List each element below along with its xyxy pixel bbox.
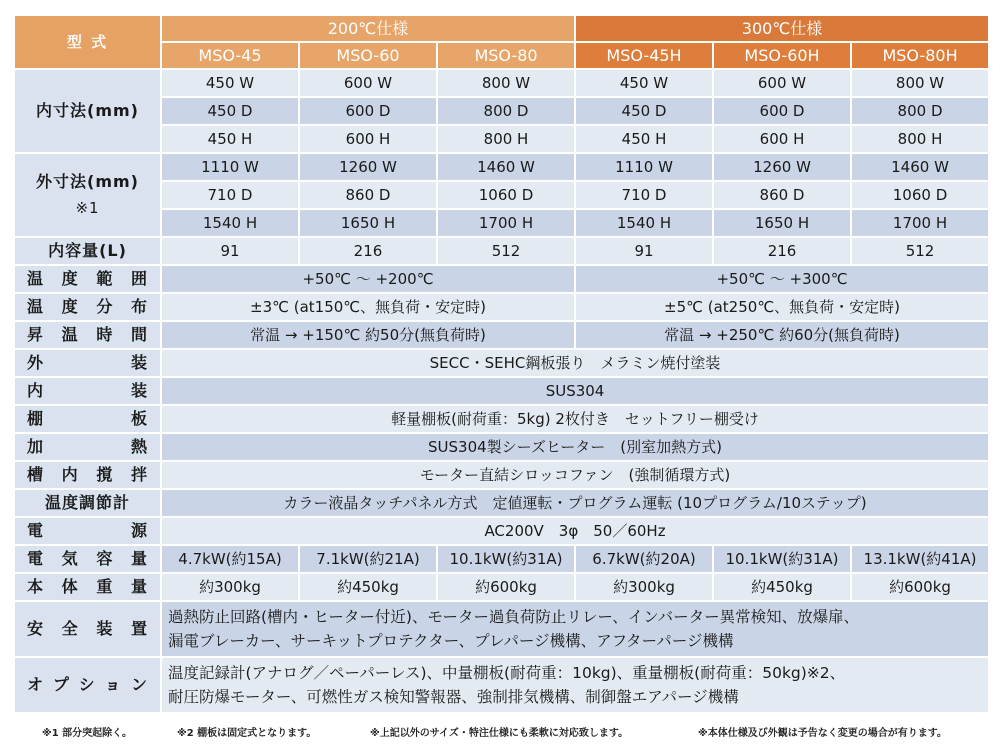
agitation-label: 槽内撹拌 — [15, 462, 160, 488]
table-cell: AC200V 3φ 50／60Hz — [162, 518, 988, 544]
model-label: 型 式 — [15, 16, 160, 68]
interior-label: 内装 — [15, 378, 160, 404]
heating-label: 加熱 — [15, 434, 160, 460]
table-cell: 800 D — [852, 98, 988, 124]
footnotes — [0, 718, 1000, 740]
table-cell: 91 — [162, 238, 298, 264]
table-cell: 91 — [576, 238, 712, 264]
exterior-label: 外装 — [15, 350, 160, 376]
table-row — [15, 98, 988, 124]
shelf-label: 棚板 — [15, 406, 160, 432]
table-cell: 450 D — [162, 98, 298, 124]
table-cell: 1060 D — [852, 182, 988, 208]
table-row — [15, 322, 988, 348]
table-cell: カラー液晶タッチパネル方式 定値運転・プログラム運転 (10プログラム/10ステップ) — [162, 490, 988, 516]
table-row — [15, 462, 988, 488]
table-cell: 600 W — [300, 70, 436, 96]
outer-dim-note: ※1 — [75, 199, 100, 217]
table-cell: 1540 H — [162, 210, 298, 236]
safety-cell — [162, 602, 988, 656]
model-name: MSO-80 — [438, 43, 574, 68]
table-row — [15, 378, 988, 404]
table-cell: 710 D — [576, 182, 712, 208]
table-cell: 1460 W — [438, 154, 574, 180]
model-name: MSO-60H — [714, 43, 850, 68]
table-cell: 800 W — [438, 70, 574, 96]
table-cell: 600 D — [714, 98, 850, 124]
table-cell: 216 — [300, 238, 436, 264]
table-cell: 7.1kW(約21A) — [300, 546, 436, 572]
table-cell: 常温 → +250℃ 約60分(無負荷時) — [576, 322, 988, 348]
table-cell: 4.7kW(約15A) — [162, 546, 298, 572]
table-cell: 約300kg — [162, 574, 298, 600]
table-cell: 約450kg — [714, 574, 850, 600]
table-cell: 常温 → +150℃ 約50分(無負荷時) — [162, 322, 574, 348]
table-cell: 約600kg — [438, 574, 574, 600]
spec-table — [13, 14, 990, 714]
table-row — [15, 238, 988, 264]
options-label: オプション — [15, 658, 160, 712]
table-cell: 512 — [852, 238, 988, 264]
table-row — [15, 574, 988, 600]
table-cell: SUS304 — [162, 378, 988, 404]
table-row — [15, 70, 988, 96]
footnote: ※1 部分突起除く。 — [42, 728, 132, 739]
power-label: 電源 — [15, 518, 160, 544]
heat-time-label: 昇温時間 — [15, 322, 160, 348]
table-cell: 1460 W — [852, 154, 988, 180]
table-cell: 10.1kW(約31A) — [714, 546, 850, 572]
table-row — [15, 126, 988, 152]
table-cell: ±5℃ (at250℃、無負荷・安定時) — [576, 294, 988, 320]
table-cell: +50℃ ～ +200℃ — [162, 266, 574, 292]
footnote: ※2 棚板は固定式となります。 — [177, 728, 317, 739]
table-cell: 約300kg — [576, 574, 712, 600]
table-row — [15, 406, 988, 432]
model-name: MSO-45H — [576, 43, 712, 68]
temp-dist-label: 温度分布 — [15, 294, 160, 320]
safety-label: 安全装置 — [15, 602, 160, 656]
table-row — [15, 546, 988, 572]
table-cell: 10.1kW(約31A) — [438, 546, 574, 572]
options-line: 温度記録計(アナログ／ペーパーレス)、中量棚板(耐荷重：10kg)、重量棚板(耐荷重：50kg)※2、 — [168, 664, 846, 682]
table-row — [15, 266, 988, 292]
weight-label: 本体重量 — [15, 574, 160, 600]
table-cell: 6.7kW(約20A) — [576, 546, 712, 572]
table-cell: モーター直結シロッコファン (強制循環方式) — [162, 462, 988, 488]
group-300-header: 300℃仕様 — [576, 16, 988, 41]
table-row — [15, 350, 988, 376]
table-cell: 800 W — [852, 70, 988, 96]
table-cell: 軽量棚板(耐荷重：5kg) 2枚付き セットフリー棚受け — [162, 406, 988, 432]
model-name: MSO-80H — [852, 43, 988, 68]
footnote: ※本体仕様及び外観は予告なく変更の場合が有ります。 — [698, 728, 947, 739]
table-cell: 450 W — [576, 70, 712, 96]
controller-label: 温度調節計 — [15, 490, 160, 516]
table-cell: 1060 D — [438, 182, 574, 208]
table-cell: 1110 W — [576, 154, 712, 180]
table-row — [15, 434, 988, 460]
table-cell: 約600kg — [852, 574, 988, 600]
options-cell — [162, 658, 988, 712]
table-cell: 860 D — [714, 182, 850, 208]
table-cell: 600 D — [300, 98, 436, 124]
table-cell: 1700 H — [852, 210, 988, 236]
table-cell: 1540 H — [576, 210, 712, 236]
temp-range-label: 温度範囲 — [15, 266, 160, 292]
table-cell: 450 H — [576, 126, 712, 152]
table-cell: +50℃ ～ +300℃ — [576, 266, 988, 292]
table-row — [15, 658, 988, 712]
model-row — [15, 43, 988, 68]
table-cell: 800 H — [438, 126, 574, 152]
table-cell: 450 H — [162, 126, 298, 152]
table-row — [15, 210, 988, 236]
options-line: 耐圧防爆モーター、可燃性ガス検知警報器、強制排気機構、制御盤エアパージ機構 — [168, 688, 739, 706]
header-group-row — [15, 16, 988, 41]
table-cell: 600 H — [300, 126, 436, 152]
table-cell: 1260 W — [300, 154, 436, 180]
model-name: MSO-45 — [162, 43, 298, 68]
table-cell: 1650 H — [300, 210, 436, 236]
table-cell: 512 — [438, 238, 574, 264]
safety-line: 漏電ブレーカー、サーキットプロテクター、プレパージ機構、アフターパージ機構 — [168, 632, 734, 650]
table-cell: ±3℃ (at150℃、無負荷・安定時) — [162, 294, 574, 320]
table-row — [15, 518, 988, 544]
table-row — [15, 294, 988, 320]
footnote: ※上記以外のサイズ・特注仕様にも柔軟に対応致します。 — [370, 728, 629, 739]
table-row — [15, 182, 988, 208]
table-row — [15, 602, 988, 656]
table-cell: SECC・SEHC鋼板張り メラミン焼付塗装 — [162, 350, 988, 376]
outer-dim-label — [15, 154, 160, 236]
table-cell: 1110 W — [162, 154, 298, 180]
table-cell: 1650 H — [714, 210, 850, 236]
safety-line: 過熱防止回路(槽内・ヒーター付近)、モーター過負荷防止リレー、インバーター異常検知、放爆扉、 — [168, 608, 860, 626]
outer-dim-title: 外寸法(mm) — [36, 172, 139, 191]
table-cell: SUS304製シーズヒーター (別室加熱方式) — [162, 434, 988, 460]
table-cell: 710 D — [162, 182, 298, 208]
elec-capacity-label: 電気容量 — [15, 546, 160, 572]
table-cell: 600 W — [714, 70, 850, 96]
table-cell: 1260 W — [714, 154, 850, 180]
table-cell: 約450kg — [300, 574, 436, 600]
table-row — [15, 154, 988, 180]
table-cell: 13.1kW(約41A) — [852, 546, 988, 572]
table-cell: 450 W — [162, 70, 298, 96]
group-200-header: 200℃仕様 — [162, 16, 574, 41]
capacity-label: 内容量(L) — [15, 238, 160, 264]
table-row — [15, 490, 988, 516]
table-cell: 600 H — [714, 126, 850, 152]
table-cell: 216 — [714, 238, 850, 264]
model-name: MSO-60 — [300, 43, 436, 68]
table-cell: 800 D — [438, 98, 574, 124]
table-cell: 1700 H — [438, 210, 574, 236]
table-cell: 800 H — [852, 126, 988, 152]
table-cell: 450 D — [576, 98, 712, 124]
inner-dim-label: 内寸法(mm) — [15, 70, 160, 152]
table-cell: 860 D — [300, 182, 436, 208]
